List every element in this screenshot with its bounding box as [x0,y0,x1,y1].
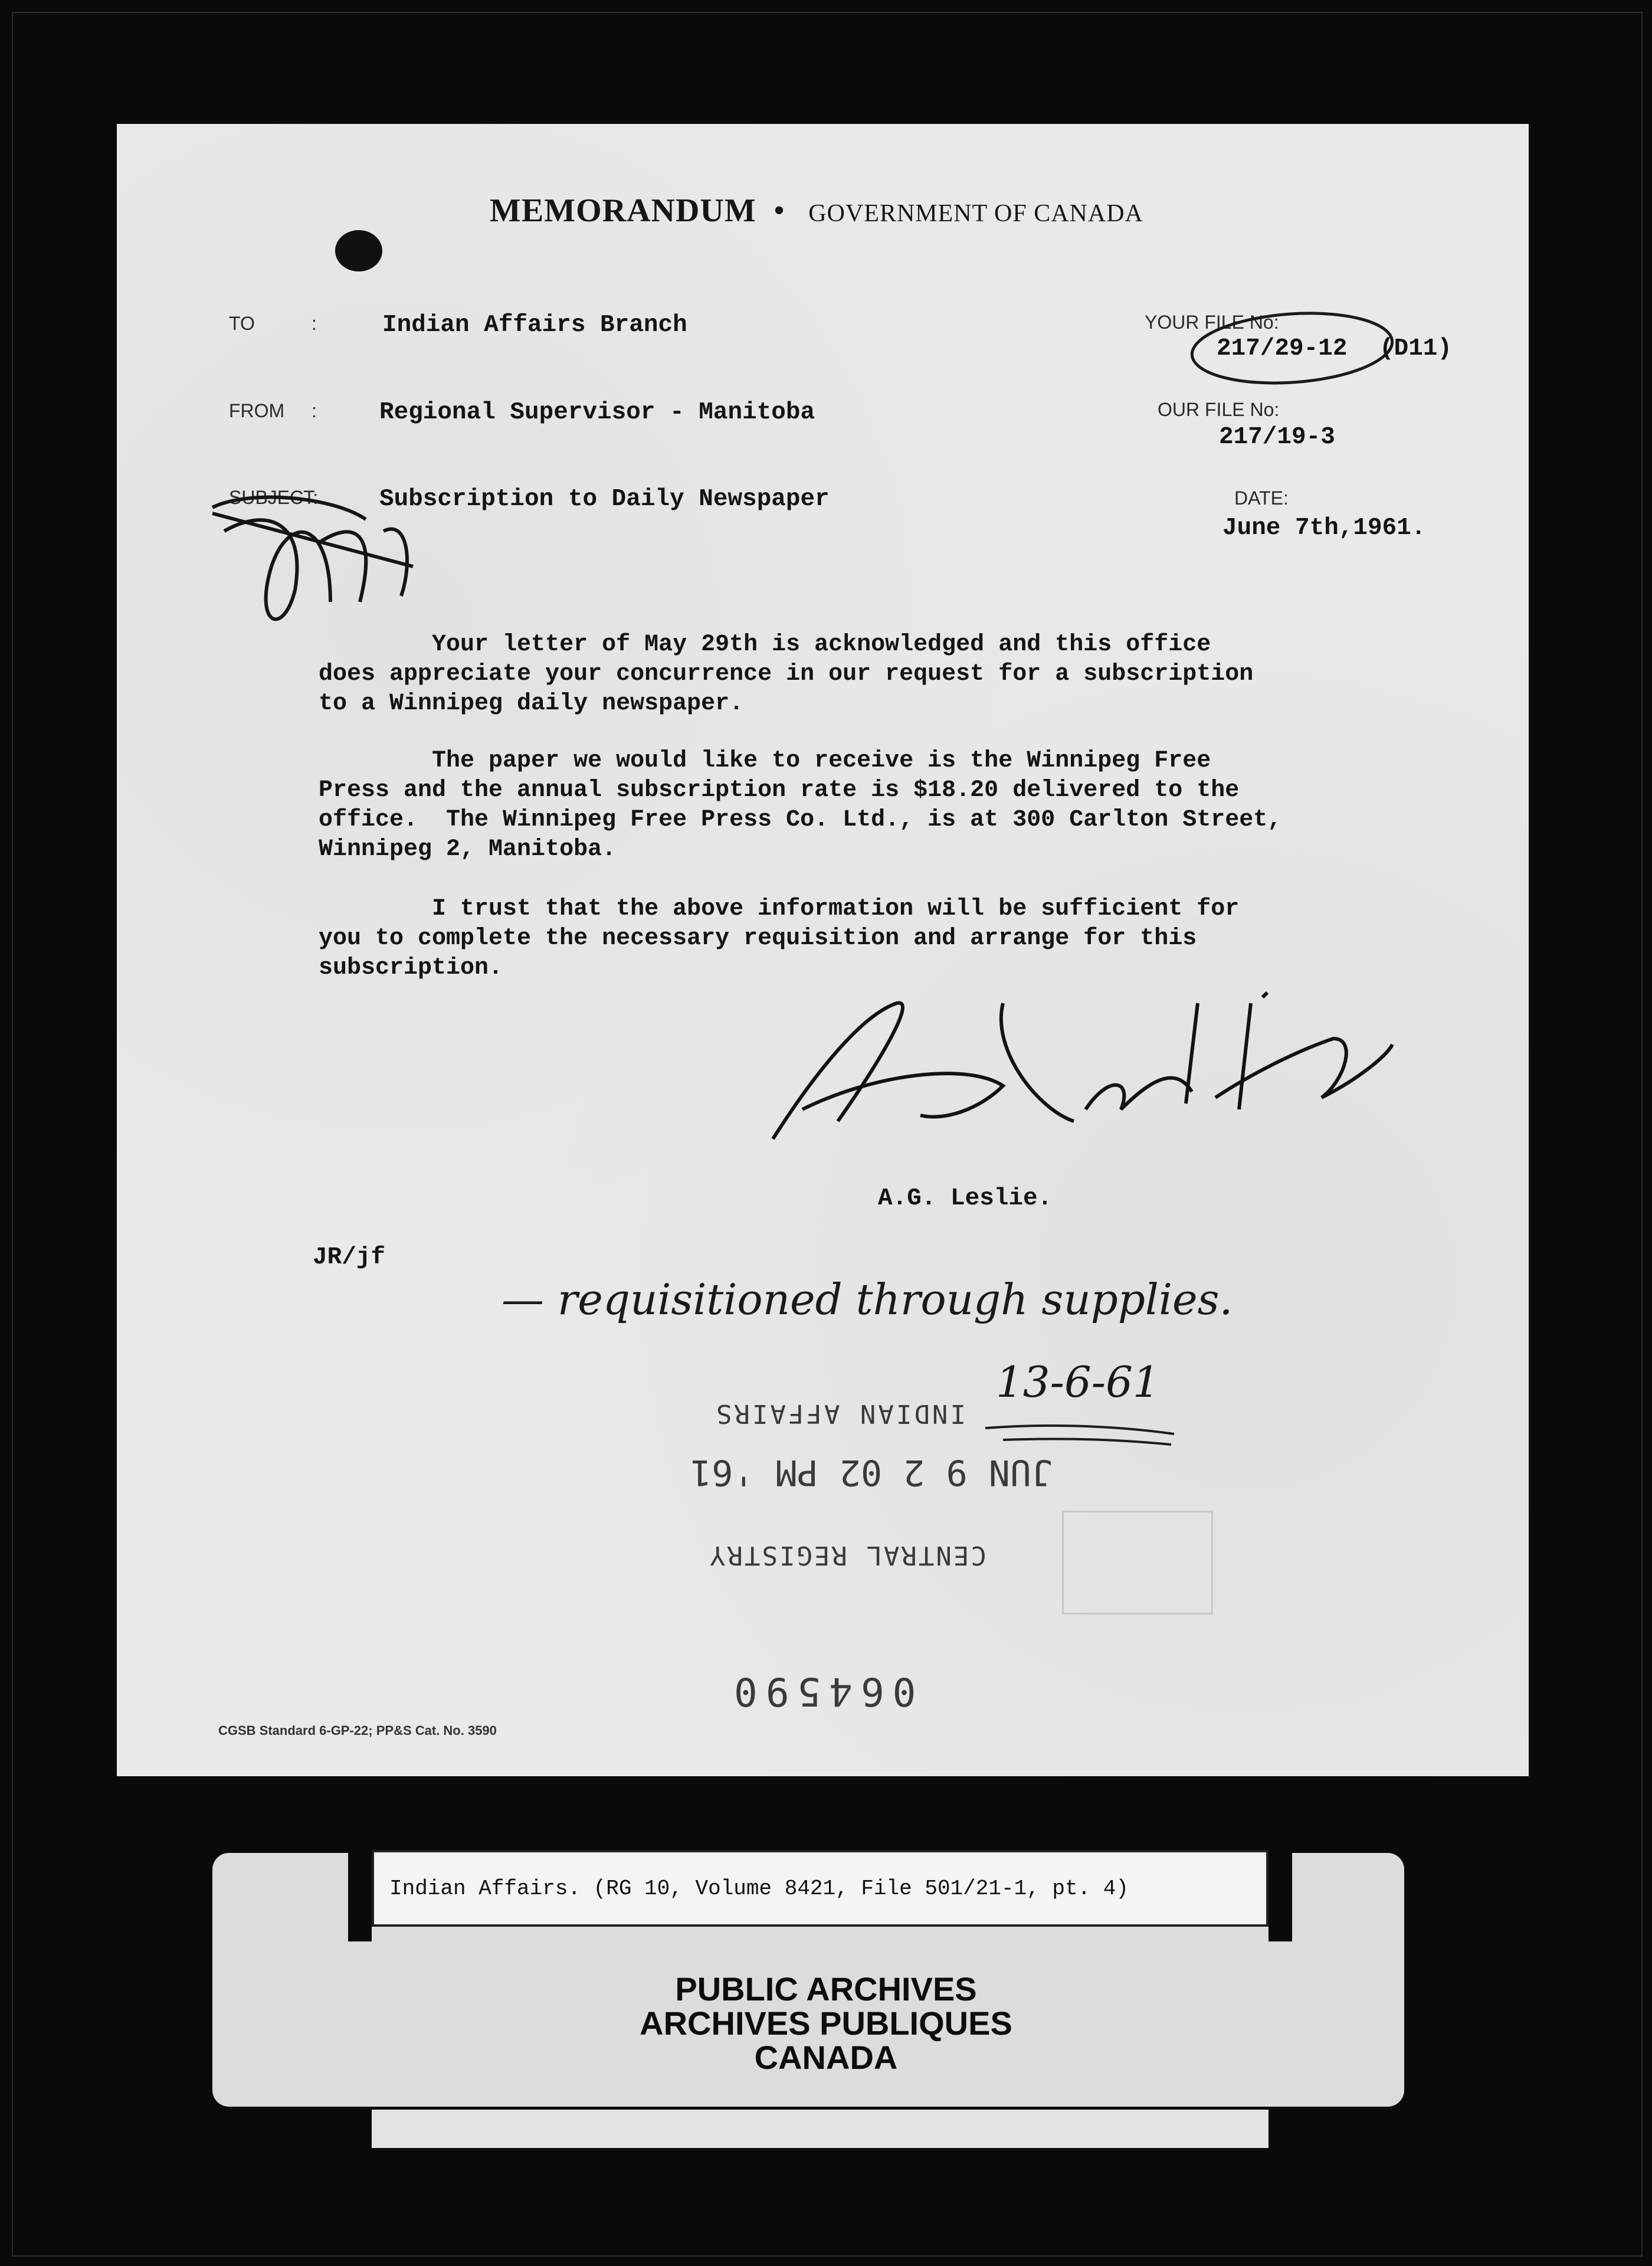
your-file-label: YOUR FILE No: [1145,312,1279,333]
heading-bullet: • [773,192,786,229]
date-underline [985,1426,1174,1445]
our-file-label: OUR FILE No: [1158,399,1280,420]
signatory-name: A.G. Leslie. [878,1185,1053,1212]
government-title: GOVERNMENT OF CANADA [808,200,1143,227]
our-file-value: 217/19-3 [1219,424,1335,451]
your-file-value: 217/29-12 [1217,335,1348,362]
file-number-circle [1189,307,1394,389]
date-label: DATE: [1234,487,1289,509]
date-value: June 7th,1961. [1222,515,1426,542]
to-label: TO [229,313,255,334]
from-label: FROM [229,400,285,421]
from-colon: : [312,400,317,421]
card-cutout-left [348,1853,372,1941]
body-paragraph-3: I trust that the above information will be sufficient for you to complete the necessary requisition and arrange for this subscription. [319,896,1240,981]
to-colon: : [312,313,317,334]
stamp-central-registry: CENTRAL REGISTRY [708,1540,986,1570]
faint-stamp-box [1062,1511,1213,1615]
handwritten-note: — requisitioned through supplies. [502,1275,1233,1324]
body-paragraph-2: The paper we would like to receive is the Winnipeg Free Press and the annual subscription rate is $18.20 delivered to the office. The Winnipeg Free Press Co. Ltd., is at 300 Carlton Street, Winnipeg 2, Manitoba. [319,748,1282,863]
card-bottom-strip [372,2110,1268,2148]
subject-scribble [212,497,413,620]
to-value: Indian Affairs Branch [382,312,687,339]
archives-french: ARCHIVES PUBLIQUES [640,2005,1012,2042]
from-value: Regional Supervisor - Manitoba [379,399,815,426]
subject-label: SUBJECT: [229,487,319,508]
body-paragraph-1: Your letter of May 29th is acknowledged and this office does appreciate your concurrence in our request for a subscription to a Winnipeg daily newspaper. [319,631,1254,717]
your-file-suffix: (D11) [1379,335,1453,362]
archives-english: PUBLIC ARCHIVES [675,1970,977,2008]
stamp-date: JUN 9 2 02 PM '61 [690,1452,1053,1493]
archives-country: CANADA [754,2039,898,2076]
signature-scribble [773,993,1392,1139]
stamp-indian-affairs: INDIAN AFFAIRS [714,1399,966,1429]
archive-reference: Indian Affairs. (RG 10, Volume 8421, File 501/21-1, pt. 4) [389,1877,1129,1901]
subject-value: Subscription to Daily Newspaper [379,486,830,513]
card-cutout-right [1268,1853,1292,1941]
handwritten-date: 13-6-61 [996,1357,1160,1407]
stamp-number: 064590 [726,1669,916,1714]
form-code: CGSB Standard 6-GP-22; PP&S Cat. No. 3590 [218,1723,497,1738]
memo-title: MEMORANDUM [490,192,756,229]
typist-initials: JR/jf [313,1244,386,1271]
